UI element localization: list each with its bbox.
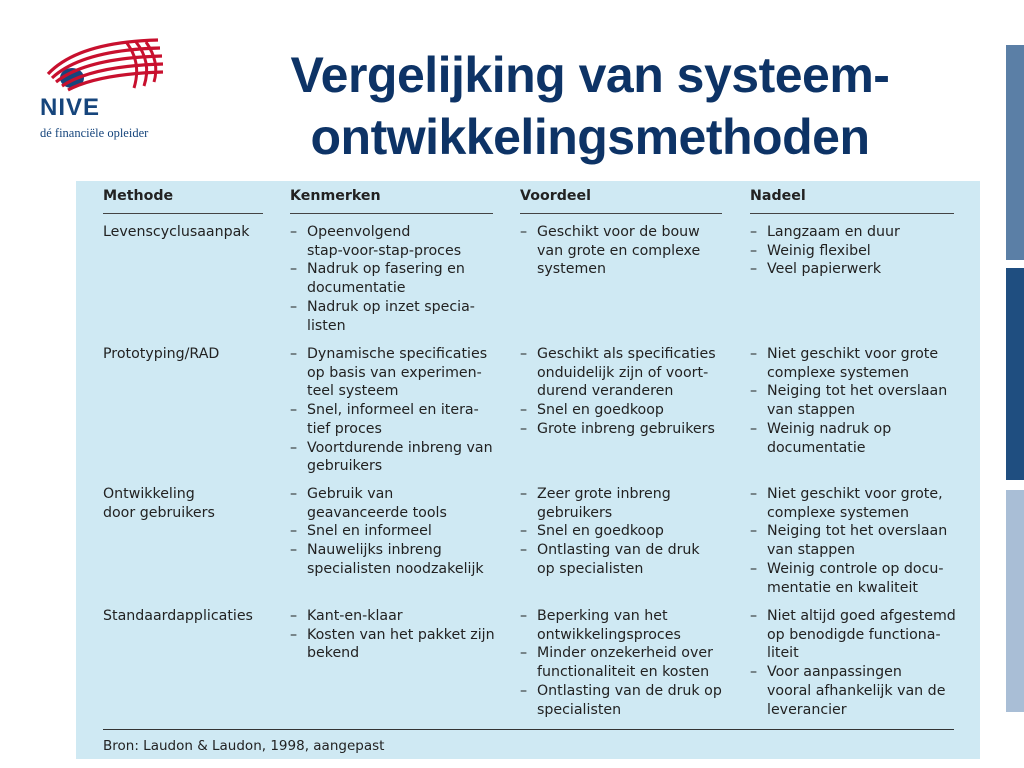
bullet-item: – Opeenvolgend stap-voor-stap-proces	[290, 223, 500, 260]
decorative-strip-middle	[1006, 268, 1024, 480]
decorative-strip-top	[1006, 45, 1024, 260]
method-name: Prototyping/RAD	[103, 346, 220, 362]
bullet-list	[290, 345, 500, 476]
cell-voordeel	[520, 607, 730, 719]
bullet-list	[750, 223, 960, 279]
cell-nadeel	[750, 607, 960, 719]
bullet-item: – Snel en goedkoop	[520, 522, 730, 541]
bullet-item: – Minder onzekerheid over functionaliteit en kosten	[520, 644, 730, 681]
header-kenmerken: Kenmerken	[290, 188, 381, 204]
logo-name: NIVE	[40, 94, 101, 121]
header-divider	[750, 213, 954, 214]
bullet-list	[290, 485, 500, 579]
bullet-list	[520, 607, 730, 719]
cell-kenmerken	[290, 345, 500, 476]
cell-methode	[103, 223, 273, 242]
header-divider	[103, 213, 263, 214]
bullet-item: – Beperking van het ontwikkelingsproces	[520, 607, 730, 644]
decorative-strip-bottom	[1006, 490, 1024, 712]
bullet-item: – Nadruk op fasering en documentatie	[290, 260, 500, 297]
bullet-item: – Weinig controle op docu- mentatie en kwaliteit	[750, 560, 960, 597]
bullet-item: – Dynamische specificaties op basis van experimen- teel systeem	[290, 345, 500, 401]
bullet-item: – Neiging tot het overslaan van stappen	[750, 382, 960, 419]
cell-nadeel	[750, 223, 960, 279]
bullet-item: – Geschikt als specificaties onduidelijk zijn of voort- durend veranderen	[520, 345, 730, 401]
bullet-item: – Snel en goedkoop	[520, 401, 730, 420]
header-divider	[290, 213, 493, 214]
method-name: Levenscyclusaanpak	[103, 224, 250, 240]
bullet-item: – Weinig flexibel	[750, 242, 960, 261]
bullet-item: – Voor aanpassingen vooral afhankelijk van de leverancier	[750, 663, 960, 719]
header-divider	[520, 213, 722, 214]
page-title-line-2: ontwikkelingsmethoden	[310, 109, 870, 165]
cell-kenmerken	[290, 607, 500, 663]
header-voordeel: Voordeel	[520, 188, 591, 204]
bullet-list	[750, 485, 960, 597]
bullet-item: – Geschikt voor de bouw van grote en complexe systemen	[520, 223, 730, 279]
bullet-item: – Grote inbreng gebruikers	[520, 420, 730, 439]
bullet-list	[520, 223, 730, 279]
page-title	[230, 44, 950, 168]
cell-voordeel	[520, 223, 730, 279]
cell-methode	[103, 607, 273, 626]
header-methode: Methode	[103, 188, 174, 204]
logo-tagline: dé financiële opleider	[40, 126, 149, 140]
bullet-list	[520, 485, 730, 579]
method-name: Ontwikkeling door gebruikers	[103, 486, 215, 521]
bullet-item: – Nauwelijks inbreng specialisten noodzakelijk	[290, 541, 500, 578]
bullet-item: – Niet geschikt voor grote complexe systemen	[750, 345, 960, 382]
source-note: Bron: Laudon & Laudon, 1998, aangepast	[103, 738, 385, 754]
method-name: Standaardapplicaties	[103, 608, 253, 624]
bullet-item: – Niet geschikt voor grote, complexe systemen	[750, 485, 960, 522]
table-bottom-rule	[103, 729, 954, 730]
bullet-list	[750, 607, 960, 719]
bullet-item: – Gebruik van geavanceerde tools	[290, 485, 500, 522]
bullet-item: – Neiging tot het overslaan van stappen	[750, 522, 960, 559]
nive-logo	[38, 34, 178, 146]
nive-logo-emblem	[38, 34, 168, 96]
bullet-item: – Niet altijd goed afgestemd op benodigde functiona- liteit	[750, 607, 960, 663]
header-nadeel: Nadeel	[750, 188, 806, 204]
comparison-table	[76, 181, 980, 759]
bullet-item: – Kant-en-klaar	[290, 607, 500, 626]
cell-methode	[103, 485, 273, 522]
bullet-list	[520, 345, 730, 439]
cell-kenmerken	[290, 223, 500, 335]
bullet-item: – Kosten van het pakket zijn bekend	[290, 626, 500, 663]
bullet-item: – Veel papierwerk	[750, 260, 960, 279]
cell-nadeel	[750, 485, 960, 597]
page-title-line-1: Vergelijking van systeem-	[290, 47, 890, 103]
bullet-item: – Zeer grote inbreng gebruikers	[520, 485, 730, 522]
bullet-item: – Weinig nadruk op documentatie	[750, 420, 960, 457]
bullet-item: – Voortdurende inbreng van gebruikers	[290, 439, 500, 476]
cell-kenmerken	[290, 485, 500, 579]
bullet-item: – Snel en informeel	[290, 522, 500, 541]
bullet-item: – Langzaam en duur	[750, 223, 960, 242]
cell-voordeel	[520, 485, 730, 579]
bullet-item: – Ontlasting van de druk op specialisten	[520, 541, 730, 578]
cell-nadeel	[750, 345, 960, 457]
cell-voordeel	[520, 345, 730, 439]
bullet-list	[750, 345, 960, 457]
bullet-item: – Snel, informeel en itera- tief proces	[290, 401, 500, 438]
bullet-list	[290, 607, 500, 663]
bullet-item: – Ontlasting van de druk op specialisten	[520, 682, 730, 719]
bullet-item: – Nadruk op inzet specia- listen	[290, 298, 500, 335]
bullet-list	[290, 223, 500, 335]
cell-methode	[103, 345, 273, 364]
